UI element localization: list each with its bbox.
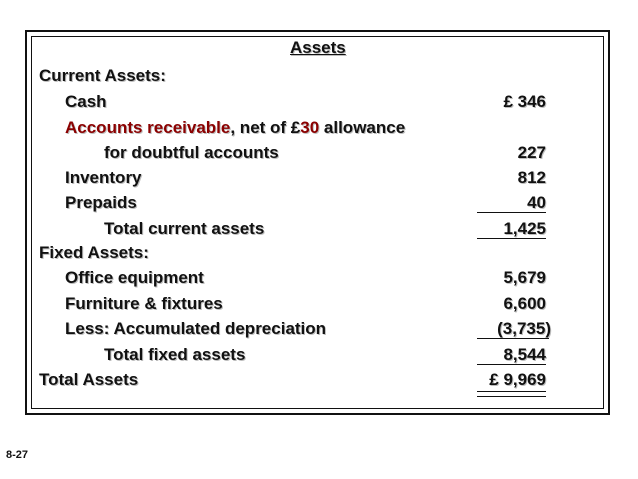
cash-label: Cash <box>65 92 107 111</box>
ar-value: 227 <box>517 143 546 162</box>
prepaids-label: Prepaids <box>65 193 137 212</box>
total-assets-label: Total Assets <box>39 370 139 389</box>
office-label: Office equipment <box>65 268 204 287</box>
total-assets-double-underline-1 <box>477 391 546 392</box>
inventory-value: 812 <box>517 168 546 187</box>
office-value: 5,679 <box>503 268 546 287</box>
assets-title: Assets <box>290 38 346 57</box>
ar-label-mid: , net of £ <box>230 118 301 137</box>
ar-label-end: allowance <box>319 118 406 137</box>
total-fixed-value: 8,544 <box>503 345 546 364</box>
ar-label <box>65 118 405 138</box>
depreciation-underline <box>477 338 549 339</box>
total-current-value: 1,425 <box>503 219 546 238</box>
total-current-label: Total current assets <box>104 219 265 238</box>
ar-allowance-amount: 30 <box>300 118 320 137</box>
current-assets-heading: Current Assets: <box>39 66 166 85</box>
furniture-value: 6,600 <box>503 294 546 313</box>
depreciation-label: Less: Accumulated depreciation <box>65 319 327 338</box>
inventory-label: Inventory <box>65 168 142 187</box>
total-current-underline <box>477 238 546 239</box>
cash-value: £ 346 <box>503 92 546 111</box>
total-assets-value: £ 9,969 <box>489 370 546 389</box>
ar-line2-label: for doubtful accounts <box>104 143 279 162</box>
ar-label-red: Accounts receivable <box>65 118 231 137</box>
prepaids-underline <box>477 212 546 213</box>
total-assets-double-underline-2 <box>477 396 546 397</box>
fixed-assets-heading: Fixed Assets: <box>39 243 149 262</box>
prepaids-value: 40 <box>527 193 546 212</box>
total-fixed-label: Total fixed assets <box>104 345 246 364</box>
depreciation-value: (3,735) <box>497 319 551 338</box>
total-fixed-underline <box>477 364 546 365</box>
furniture-label: Furniture & fixtures <box>65 294 223 313</box>
slide-number: 8-27 <box>6 449 29 461</box>
